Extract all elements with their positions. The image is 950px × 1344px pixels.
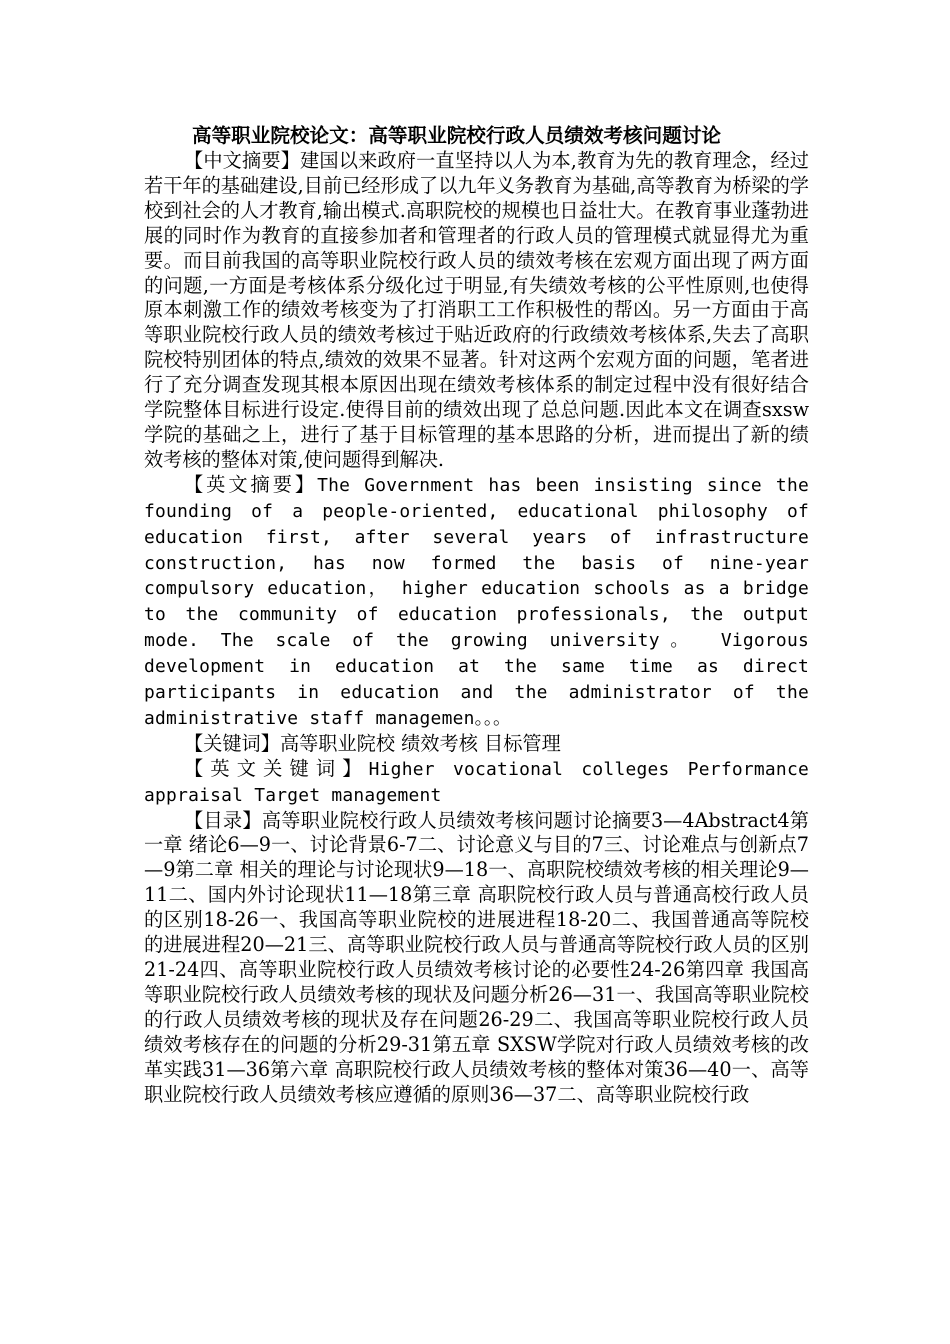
toc-label: 【目录】 bbox=[184, 808, 262, 832]
keywords-cn-label: 【关键词】 bbox=[184, 731, 280, 755]
keywords-cn-text: 高等职业院校 绩效考核 目标管理 bbox=[279, 731, 561, 755]
abstract-en-label: 【英文摘要】 bbox=[184, 472, 318, 496]
abstract-en-paragraph bbox=[144, 473, 809, 732]
keywords-cn-paragraph bbox=[144, 732, 809, 757]
toc-text: 高等职业院校行政人员绩效考核问题讨论摘要3—4Abstract4第一章 绪论6—9一、讨论背景6-7二、讨论意义与目的7三、讨论难点与创新点7—9第二章 相关的理论与讨论现状9—18一、高职院校绩效考核的相关理论9—11二、国内外讨论现状11—18第三章 高职院校行政人员与普通高校行政人员的区别18-26一、我国高等职业院校的进展进程18-20二、我国普通高等院校的进展进程20—21三、高等职业院校行政人员与普通高等院校行政人员的区别21-24四、高等职业院校行政人员绩效考核讨论的必要性24-26第四章 我国高等职业院校行政人员绩效考核的现状及问题分析26—31一、我国高等职业院校的行政人员绩效考核的现状及存在问题26-29二、我国高等职业院校行政人员绩效考核存在的问题的分析29-31第五章 SXSW学院对行政人员绩效考核的改革实践31—36第六章 高职院校行政人员绩效考核的整体对策36—40一、高等职业院校行政人员绩效考核应遵循的原则36—37二、高等职业院校行政 bbox=[144, 808, 810, 1106]
abstract-cn-paragraph bbox=[144, 149, 809, 473]
toc-paragraph bbox=[144, 809, 809, 1108]
abstract-en-text: The Government has been insisting since the founding of a people-oriented, educational philosophy of education first, after several years of infrastructure construction, has now formed the basis of nine-year compulsory education， higher education schools as a bridge to the community of education professionals, the output mode. The scale of the growing university。 Vigorous development in education at the same time as direct participants in education and the administrator of the administrative staff managemen。。。 bbox=[144, 474, 809, 729]
document-page bbox=[144, 122, 809, 1107]
keywords-en-text: Higher vocational colleges Performance appraisal Target management bbox=[144, 758, 809, 806]
document-title: 高等职业院校论文：高等职业院校行政人员绩效考核问题讨论 bbox=[192, 124, 722, 147]
keywords-en-paragraph bbox=[144, 757, 809, 809]
abstract-cn-label: 【中文摘要】 bbox=[184, 149, 301, 172]
keywords-en-label: 【英文关键词】 bbox=[184, 756, 369, 780]
abstract-cn-text: 建国以来政府一直坚持以人为本,教育为先的教育理念，经过若干年的基础建设,目前已经形成了以九年义务教育为基础,高等教育为桥梁的学校到社会的人才教育,输出模式.高职院校的规模也日益壮大。在教育事业蓬勃进展的同时作为教育的直接参加者和管理者的行政人员的管理模式就显得尤为重要。而目前我国的高等职业院校行政人员的绩效考核在宏观方面出现了两方面的问题,一方面是考核体系分级化过于明显,有失绩效考核的公平性原则,也使得原本刺激工作的绩效考核变为了打消职工工作积极性的帮凶。另一方面由于高等职业院校行政人员的绩效考核过于贴近政府的行政绩效考核体系,失去了高职院校特别团体的特点,绩效的效果不显著。针对这两个宏观方面的问题，笔者进行了充分调查发现其根本原因出现在绩效考核体系的制定过程中没有很好结合学院整体目标进行设定.使得目前的绩效出现了总总问题.因此本文在调查sxsw学院的基础之上，进行了基于目标管理的基本思路的分析，进而提出了新的绩效考核的整体对策,使问题得到解决. bbox=[144, 149, 809, 471]
